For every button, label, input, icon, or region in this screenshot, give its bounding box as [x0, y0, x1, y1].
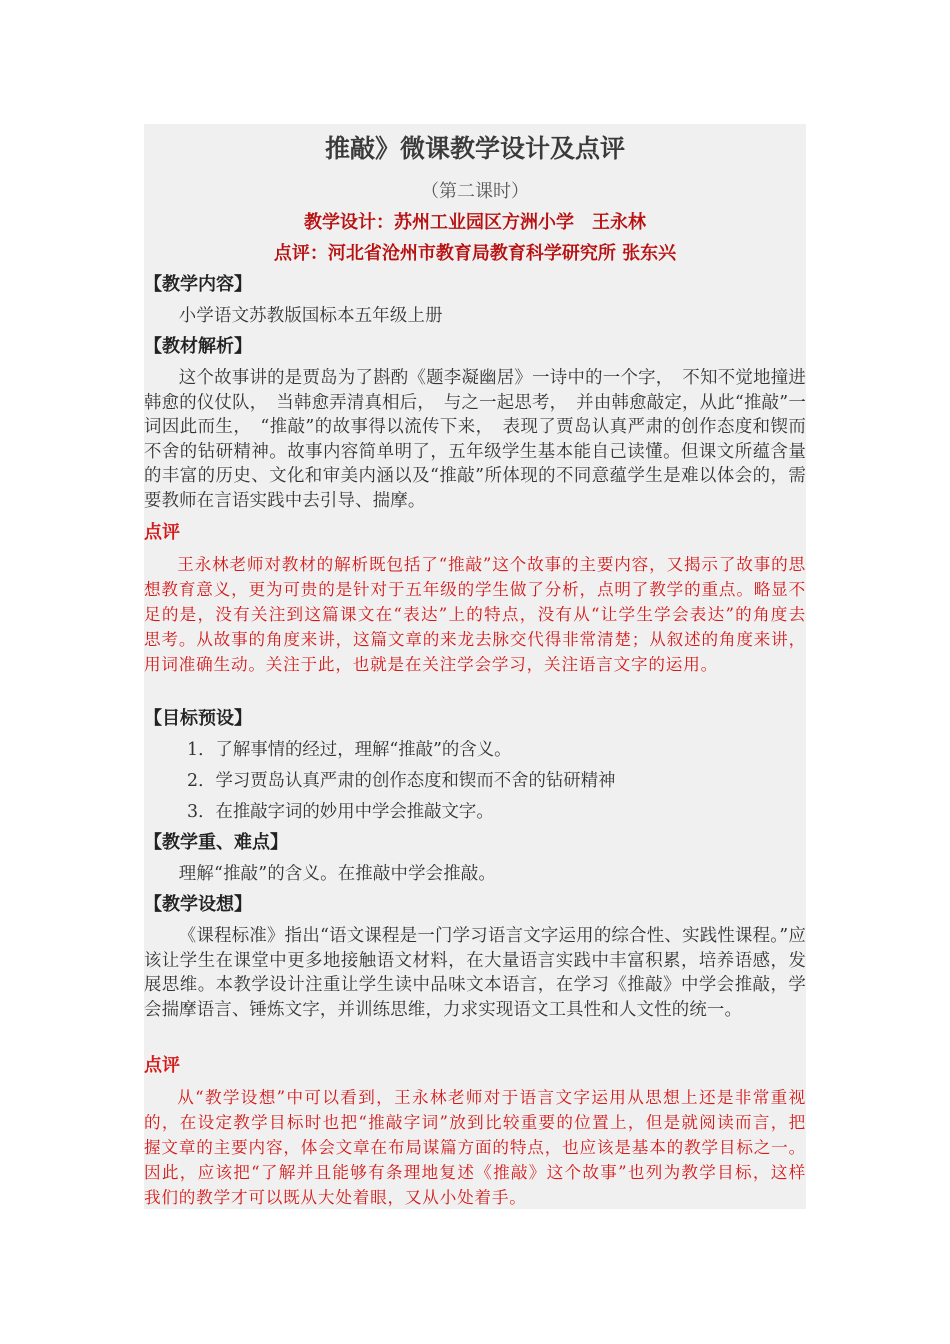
comment-byline: 点评：河北省沧州市教育局教育科学研究所 张东兴	[273, 243, 677, 264]
comment-1-text: 王永林老师对教材的解析既包括了“推敲”这个故事的主要内容，又揭示了故事的思想教育意义，更为可贵的是针对于五年级的学生做了分析，点明了教学的重点。略显不足的是，没有关注到这篇课文在“表达”上的特点，没有从“让学生学会表达”的角度去思考。从故事的角度来讲，这篇文章的来龙去脉交代得非常清楚；从叙述的角度来讲，用词准确生动。关注于此，也就是在关注学会学习，关注语言文字的运用。	[144, 555, 806, 674]
teaching-idea-text: 《课程标准》指出“语文课程是一门学习语言文字运用的综合性、实践性课程。”应该让学生在课堂中更多地接触语文材料，在大量语言实践中丰富积累，培养语感，发展思维。本教学设计注重让学生读中品味文本语言，在学习《推敲》中学会推敲，学会揣摩语言、锤炼文字，并训练思维，力求实现语文工具性和人文性的统一。	[144, 926, 806, 1020]
heading-comment-2: 点评	[144, 1055, 180, 1076]
heading-comment-1: 点评	[144, 522, 180, 543]
heading-key-points: 【教学重、难点】	[144, 832, 288, 853]
goal-item: 3．在推敲字词的妙用中学会推敲文字。	[187, 802, 494, 822]
key-points-text: 理解“推敲”的含义。在推敲中学会推敲。	[178, 864, 497, 884]
design-byline: 教学设计：苏州工业园区方洲小学 王永林	[304, 212, 646, 233]
material-analysis-text: 这个故事讲的是贾岛为了斟酌《题李凝幽居》一诗中的一个字， 不知不觉地撞进韩愈的仪仗队， 当韩愈弄清真相后， 与之一起思考， 并由韩愈敲定，从此“推敲”一词因此而生， “推敲”的故事得以流传下来， 表现了贾岛认真严肃的创作态度和锲而不舍的钻研精神。故事内容简单明了，五年级学生基本能自己读懂。但课文所蕴含量的丰富的历史、文化和审美内涵以及“推敲”所体现的不同意蕴学生是难以体会的，需要教师在言语实践中去引导、揣摩。	[144, 368, 806, 511]
teaching-content-text: 小学语文苏教版国标本五年级上册	[178, 306, 443, 326]
heading-goals: 【目标预设】	[144, 708, 252, 729]
heading-material-analysis: 【教材解析】	[144, 336, 252, 357]
goal-item: 2．学习贾岛认真严肃的创作态度和锲而不舍的钻研精神	[187, 771, 616, 791]
heading-teaching-content: 【教学内容】	[144, 274, 252, 295]
document-title: 推敲》微课教学设计及点评	[324, 134, 625, 163]
goal-item: 1．了解事情的经过，理解“推敲”的含义。	[187, 740, 512, 760]
heading-teaching-idea: 【教学设想】	[144, 894, 252, 915]
lesson-subtitle: （第二课时）	[421, 181, 529, 202]
comment-2-text: 从“教学设想”中可以看到，王永林老师对于语言文字运用从思想上还是非常重视的，在设定教学目标时也把“推敲字词”放到比较重要的位置上，但是就阅读而言，把握文章的主要内容，体会文章在布局谋篇方面的特点，也应该是基本的教学目标之一。因此，应该把“了解并且能够有条理地复述《推敲》这个故事”也列为教学目标，这样我们的教学才可以既从大处着眼，又从小处着手。	[144, 1088, 806, 1207]
document-panel	[144, 124, 806, 1209]
